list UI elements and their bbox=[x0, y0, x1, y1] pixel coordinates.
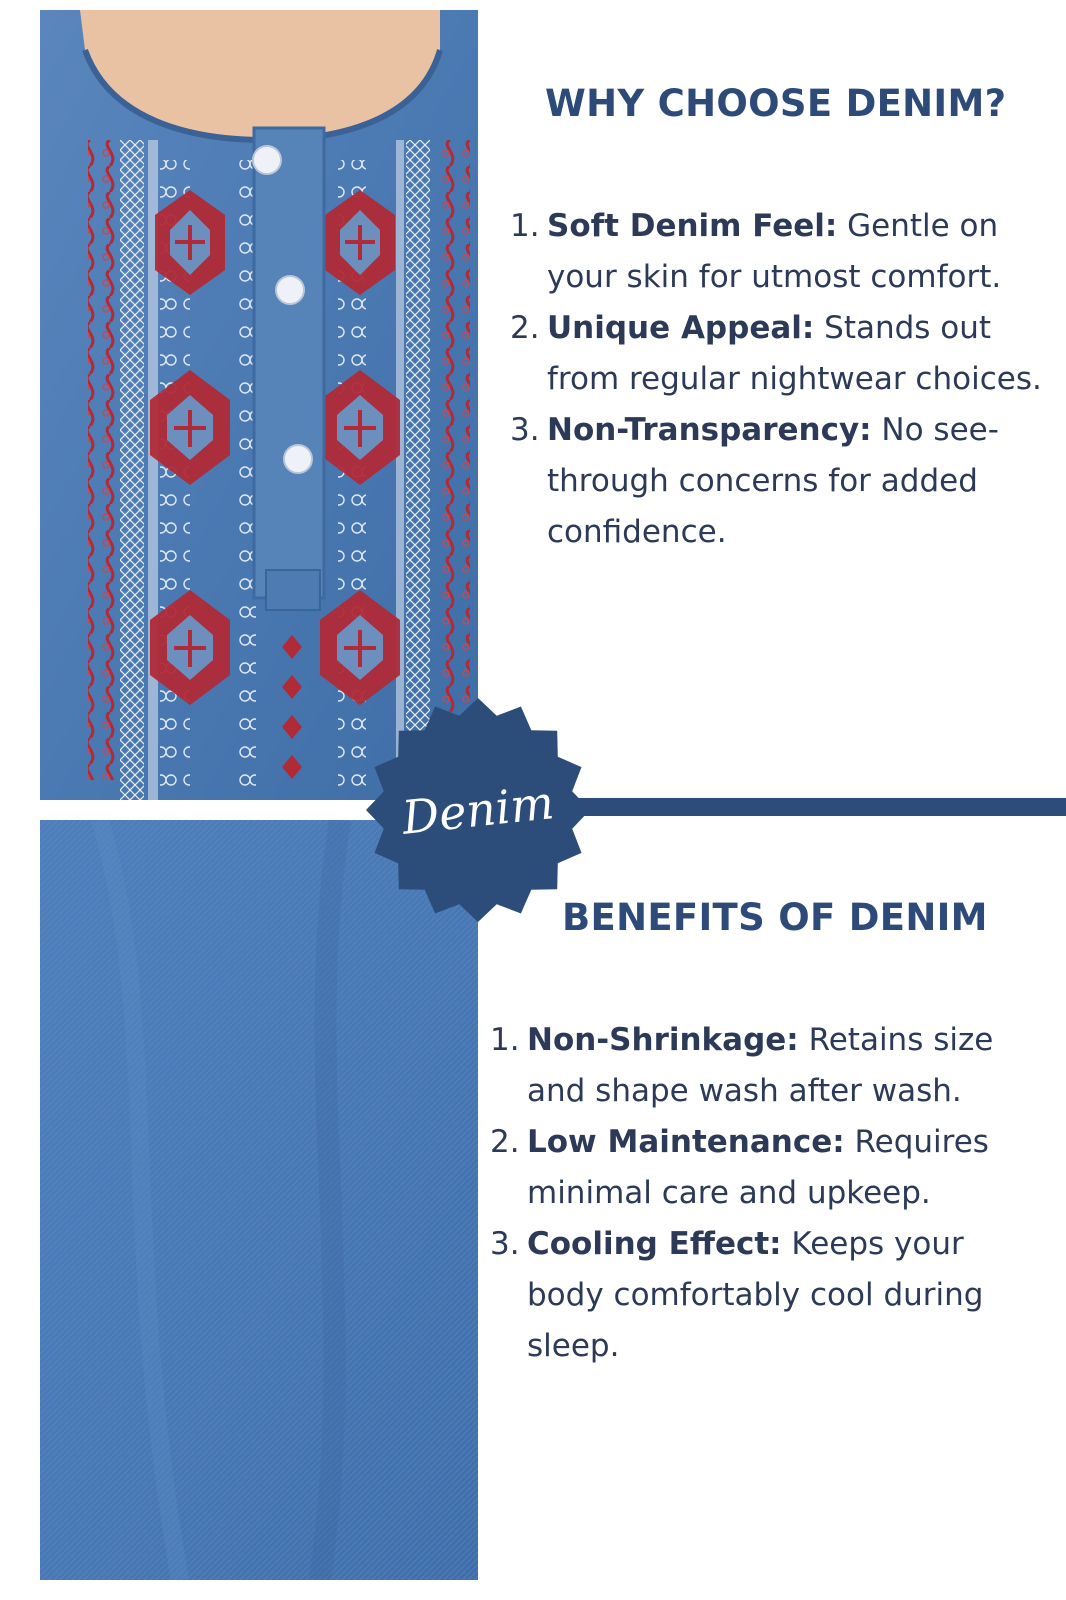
list-text: Gentle on your skin for utmost comfort. bbox=[547, 208, 1002, 295]
list-text: No see-through concerns for added confidence. bbox=[547, 412, 999, 550]
list-item bbox=[490, 1015, 1050, 1117]
list-item bbox=[510, 201, 1050, 303]
list-number: 3. bbox=[510, 412, 540, 448]
list-item bbox=[510, 405, 1050, 558]
badge-label: Denim bbox=[399, 775, 557, 845]
list-term: Soft Denim Feel: bbox=[547, 208, 838, 244]
list-item bbox=[510, 303, 1050, 405]
list-term: Cooling Effect: bbox=[527, 1226, 782, 1262]
embroidered-denim-photo bbox=[40, 10, 478, 800]
list-text: Retains size and shape wash after wash. bbox=[527, 1022, 994, 1109]
list-number: 2. bbox=[510, 310, 540, 346]
why-choose-denim-heading: WHY CHOOSE DENIM? bbox=[545, 82, 1007, 125]
list-number: 1. bbox=[510, 208, 540, 244]
list-text: Keeps your body comfortably cool during sleep. bbox=[527, 1226, 984, 1364]
list-text: Requires minimal care and upkeep. bbox=[527, 1124, 989, 1211]
list-number: 1. bbox=[490, 1022, 520, 1058]
list-number: 2. bbox=[490, 1124, 520, 1160]
list-term: Low Maintenance: bbox=[527, 1124, 845, 1160]
list-term: Non-Shrinkage: bbox=[527, 1022, 799, 1058]
list-number: 3. bbox=[490, 1226, 520, 1262]
section-divider bbox=[560, 798, 1066, 816]
why-choose-denim-list bbox=[510, 201, 1050, 558]
list-item bbox=[490, 1219, 1050, 1372]
list-term: Non-Transparency: bbox=[547, 412, 872, 448]
list-text: Stands out from regular nightwear choices. bbox=[547, 310, 1042, 397]
denim-fabric-photo bbox=[40, 820, 478, 1580]
denim-badge bbox=[363, 695, 593, 925]
benefits-of-denim-heading: BENEFITS OF DENIM bbox=[562, 896, 988, 939]
list-item bbox=[490, 1117, 1050, 1219]
list-term: Unique Appeal: bbox=[547, 310, 815, 346]
benefits-of-denim-list bbox=[490, 1015, 1050, 1372]
